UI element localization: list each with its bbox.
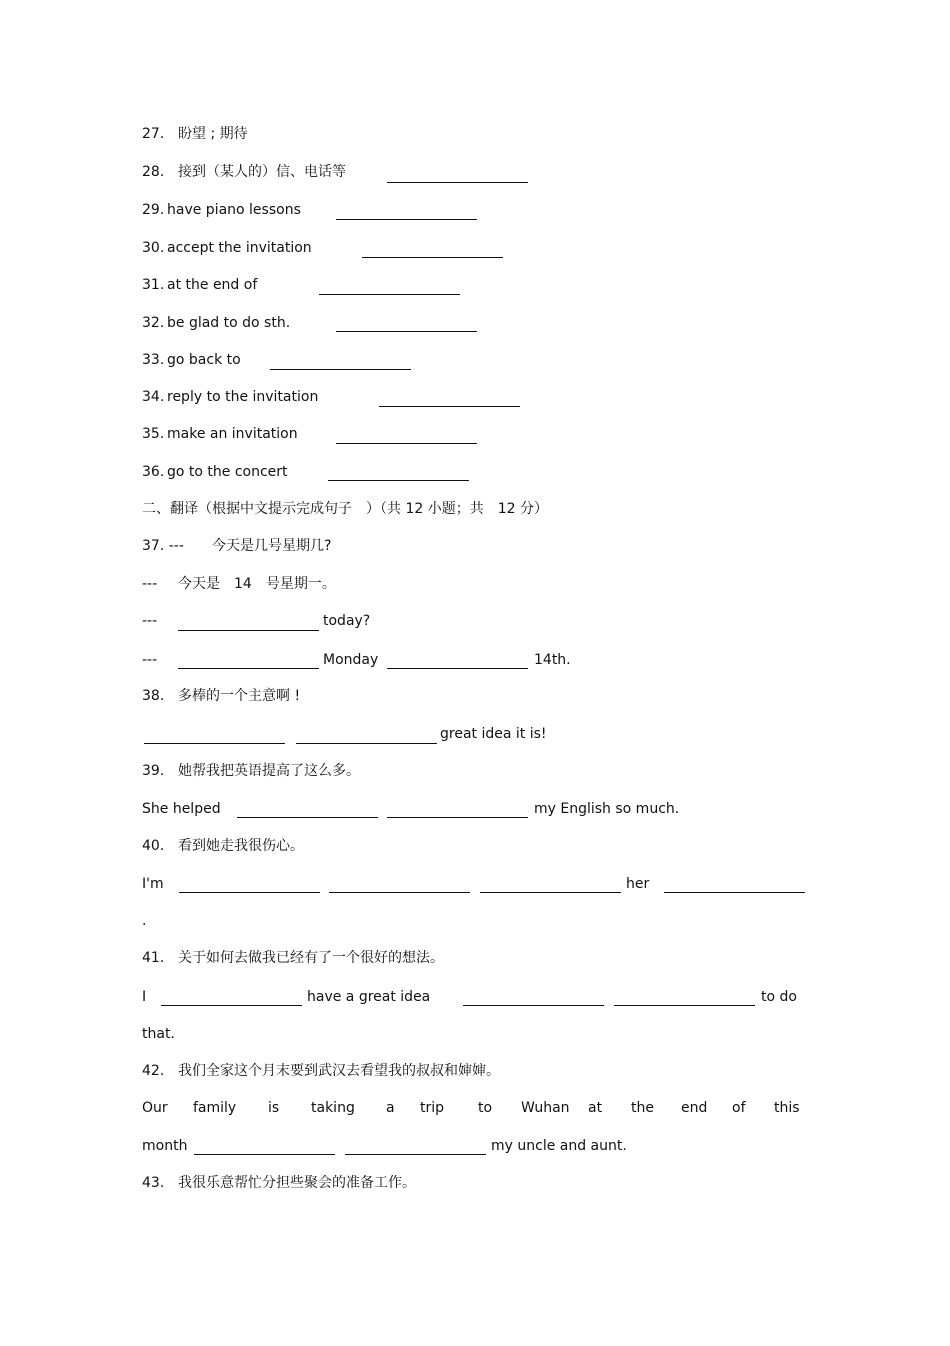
answer-blank[interactable]: [362, 257, 503, 258]
item-text: be glad to do sth.: [167, 315, 291, 331]
question-prompt: 多棒的一个主意啊 !: [178, 688, 301, 704]
sentence-text: to do: [761, 989, 797, 1005]
answer-blank[interactable]: [336, 219, 477, 220]
answer-blank[interactable]: [144, 743, 285, 744]
item-number: 36.: [142, 464, 165, 480]
sentence-word: to: [478, 1100, 493, 1116]
sentence-text: that.: [142, 1026, 175, 1042]
answer-blank[interactable]: [336, 331, 477, 332]
item-number: 33.: [142, 352, 165, 368]
answer-blank[interactable]: [329, 892, 470, 893]
answer-blank[interactable]: [345, 1154, 486, 1155]
item-number: 29.: [142, 202, 165, 218]
question-prompt: 今天是几号星期几?: [212, 538, 332, 554]
question-number: 38.: [142, 688, 165, 704]
sentence-text: my English so much.: [534, 801, 680, 817]
question-number: 42.: [142, 1063, 165, 1079]
item-number: 34.: [142, 389, 165, 405]
sentence-text: my uncle and aunt.: [491, 1138, 627, 1154]
question-prompt: 我很乐意帮忙分担些聚会的准备工作。: [178, 1175, 416, 1191]
item-text: make an invitation: [167, 426, 298, 442]
sentence-period: .: [142, 913, 147, 929]
answer-chinese: 今天是 14 号星期一。: [178, 576, 336, 592]
answer-blank[interactable]: [387, 817, 528, 818]
answer-blank[interactable]: [387, 668, 528, 669]
item-number: 27.: [142, 126, 165, 142]
sentence-word: the: [631, 1100, 654, 1116]
sentence-text: today?: [323, 613, 371, 629]
item-text: 盼望 ; 期待: [178, 126, 248, 142]
sentence-text: I: [142, 989, 147, 1005]
dialog-dash: ---: [142, 613, 158, 629]
answer-blank[interactable]: [336, 443, 477, 444]
answer-blank[interactable]: [379, 406, 520, 407]
sentence-text: She helped: [142, 801, 221, 817]
answer-blank[interactable]: [664, 892, 805, 893]
answer-blank[interactable]: [463, 1005, 604, 1006]
answer-blank[interactable]: [614, 1005, 755, 1006]
question-number: 39.: [142, 763, 165, 779]
sentence-text: have a great idea: [307, 989, 431, 1005]
question-number: 40.: [142, 838, 165, 854]
item-number: 32.: [142, 315, 165, 331]
question-number: 37. ---: [142, 538, 184, 554]
sentence-word: end: [681, 1100, 708, 1116]
item-text: have piano lessons: [167, 202, 301, 218]
answer-blank[interactable]: [328, 480, 469, 481]
sentence-text: 14th.: [534, 652, 571, 668]
item-text: accept the invitation: [167, 240, 312, 256]
question-number: 43.: [142, 1175, 165, 1191]
sentence-word: a: [386, 1100, 395, 1116]
answer-blank[interactable]: [161, 1005, 302, 1006]
answer-blank[interactable]: [270, 369, 411, 370]
item-text: 接到（某人的）信、电话等: [178, 164, 346, 180]
sentence-word: this: [774, 1100, 800, 1116]
sentence-word: trip: [420, 1100, 445, 1116]
sentence-text: month: [142, 1138, 188, 1154]
sentence-text: her: [626, 876, 650, 892]
question-prompt: 我们全家这个月末要到武汉去看望我的叔叔和婶婶。: [178, 1063, 500, 1079]
answer-blank[interactable]: [178, 668, 319, 669]
sentence-text: Monday: [323, 652, 379, 668]
item-text: go to the concert: [167, 464, 288, 480]
sentence-text: I'm: [142, 876, 164, 892]
answer-blank[interactable]: [237, 817, 378, 818]
answer-blank[interactable]: [480, 892, 621, 893]
sentence-word: of: [732, 1100, 746, 1116]
answer-blank[interactable]: [296, 743, 437, 744]
answer-blank[interactable]: [179, 892, 320, 893]
answer-blank[interactable]: [178, 630, 319, 631]
sentence-text: great idea it is!: [440, 726, 547, 742]
question-prompt: 看到她走我很伤心。: [178, 838, 304, 854]
item-number: 35.: [142, 426, 165, 442]
item-number: 28.: [142, 164, 165, 180]
item-text: go back to: [167, 352, 241, 368]
question-prompt: 关于如何去做我已经有了一个很好的想法。: [178, 950, 444, 966]
item-number: 31.: [142, 277, 165, 293]
item-text: reply to the invitation: [167, 389, 319, 405]
item-number: 30.: [142, 240, 165, 256]
question-number: 41.: [142, 950, 165, 966]
dialog-dash: ---: [142, 652, 158, 668]
answer-blank[interactable]: [319, 294, 460, 295]
item-text: at the end of: [167, 277, 258, 293]
sentence-word: Our: [142, 1100, 168, 1116]
answer-blank[interactable]: [387, 182, 528, 183]
answer-blank[interactable]: [194, 1154, 335, 1155]
sentence-word: at: [588, 1100, 603, 1116]
sentence-word: Wuhan: [521, 1100, 570, 1116]
sentence-word: family: [193, 1100, 237, 1116]
sentence-word: is: [268, 1100, 280, 1116]
sentence-word: taking: [311, 1100, 355, 1116]
dialog-dash: ---: [142, 576, 158, 592]
question-prompt: 她帮我把英语提高了这么多。: [178, 763, 360, 779]
section-heading: 二、翻译（根据中文提示完成句子 ）（共 12 小题；共 12 分）: [142, 501, 548, 517]
